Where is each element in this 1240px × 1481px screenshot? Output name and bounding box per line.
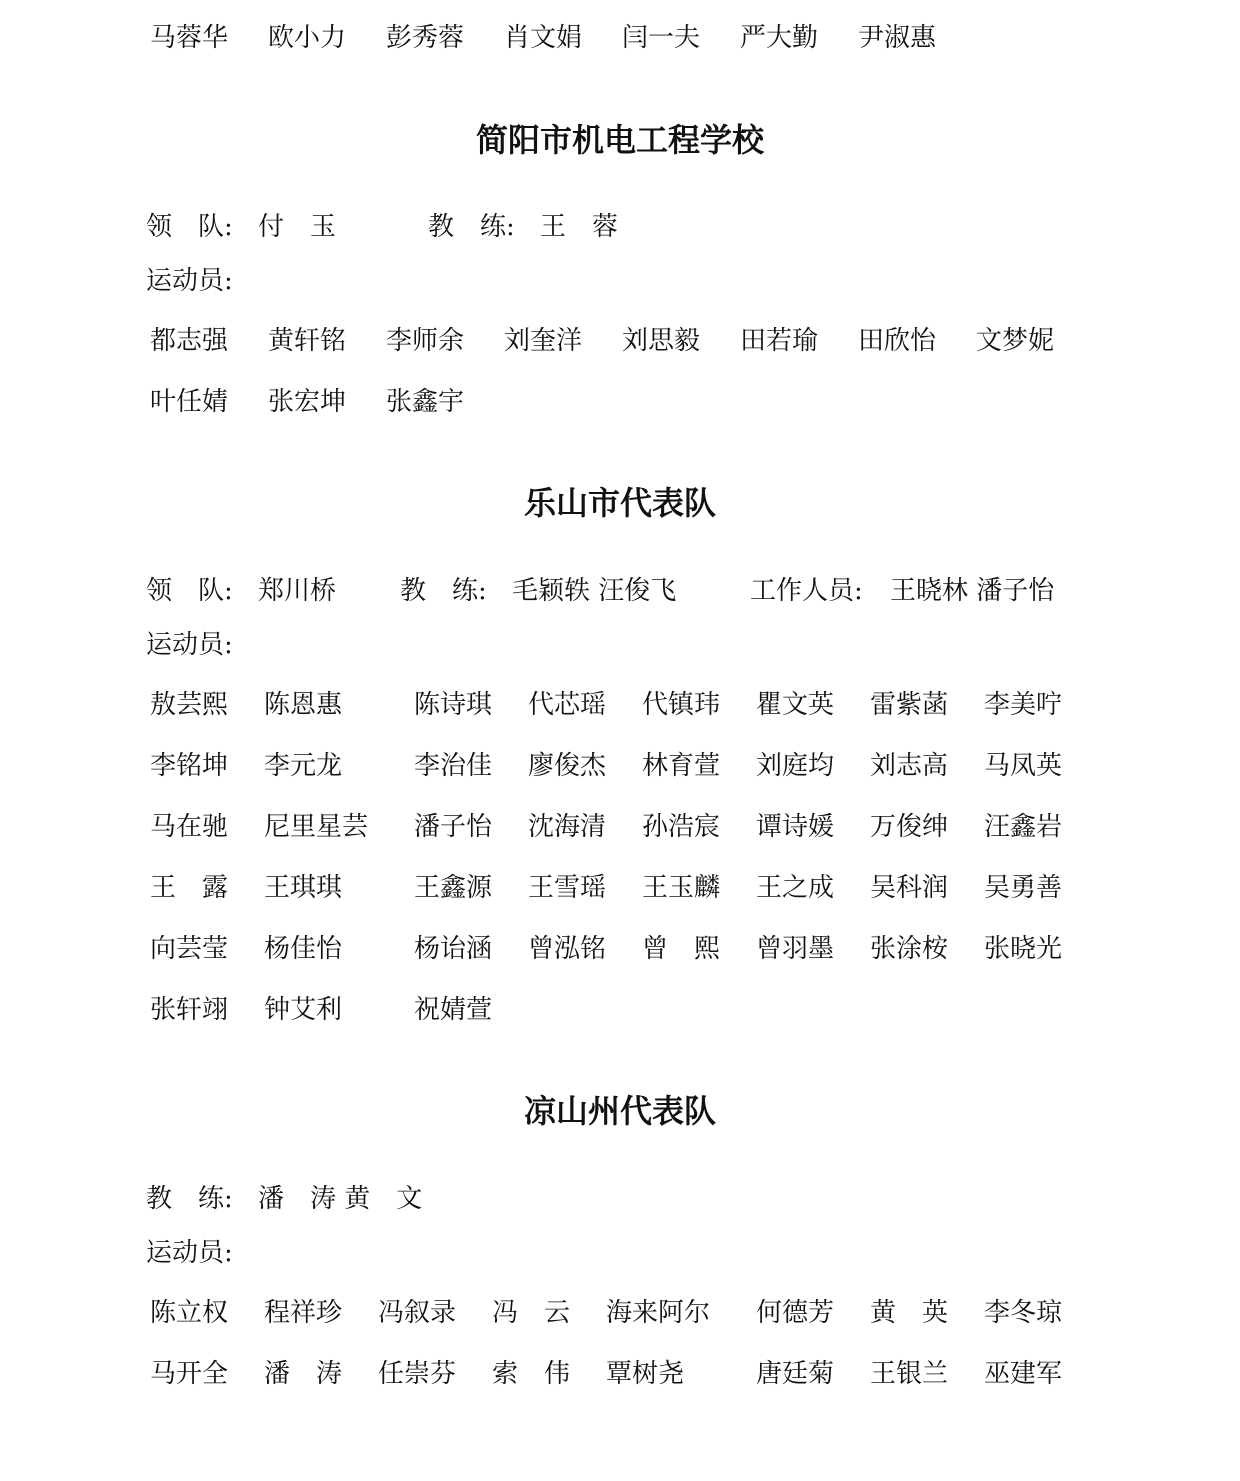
- athlete-name: 祝婧萱: [414, 995, 493, 1025]
- athlete-name: 张轩翊: [150, 995, 229, 1025]
- athlete-name: 田欣怡: [858, 326, 937, 356]
- athlete-name: 万俊绅: [870, 812, 949, 842]
- leader-label: 领 队:: [146, 212, 233, 242]
- athlete-name: 彭秀蓉: [386, 23, 465, 53]
- section-title: 凉山州代表队: [523, 1092, 716, 1130]
- athlete-name: 尹淑惠: [858, 23, 937, 53]
- athlete-name: 马开全: [150, 1359, 229, 1389]
- athlete-name: 曾泓铭: [528, 934, 607, 964]
- athlete-name: 吴科润: [870, 873, 949, 903]
- athlete-name: 王琪琪: [264, 873, 343, 903]
- athlete-name: 潘 涛: [264, 1359, 343, 1389]
- athlete-name: 向芸莹: [150, 934, 229, 964]
- athlete-name: 代镇玮: [642, 690, 721, 720]
- athlete-name: 冯叙录: [378, 1298, 457, 1328]
- coach-names: 毛颖轶 汪俊飞: [512, 576, 677, 606]
- athlete-name: 谭诗媛: [756, 812, 835, 842]
- athlete-name: 冯 云: [492, 1298, 571, 1328]
- athlete-name: 闫一夫: [622, 23, 701, 53]
- athlete-name: 雷紫菡: [870, 690, 949, 720]
- athlete-name: 尼里星芸: [264, 812, 369, 842]
- athlete-name: 陈恩惠: [264, 690, 343, 720]
- athlete-name: 覃树尧: [606, 1359, 685, 1389]
- athlete-name: 李师余: [386, 326, 465, 356]
- athlete-name: 刘庭均: [756, 751, 835, 781]
- athlete-name: 都志强: [150, 326, 229, 356]
- athlete-name: 林育萱: [642, 751, 721, 781]
- athlete-name: 马凤英: [984, 751, 1063, 781]
- athlete-name: 海来阿尔: [606, 1298, 711, 1328]
- athlete-name: 任崇芬: [378, 1359, 457, 1389]
- coach-name: 王 蓉: [540, 212, 619, 242]
- athlete-name: 刘志高: [870, 751, 949, 781]
- athlete-name: 曾羽墨: [756, 934, 835, 964]
- coach-label: 教 练:: [146, 1184, 233, 1214]
- athlete-name: 田若瑜: [740, 326, 819, 356]
- athlete-name: 索 伟: [492, 1359, 571, 1389]
- coach-label: 教 练:: [428, 212, 515, 242]
- athlete-name: 潘子怡: [414, 812, 493, 842]
- leader-label: 领 队:: [146, 576, 233, 606]
- athlete-name: 李治佳: [414, 751, 493, 781]
- leader-name: 付 玉: [258, 212, 337, 242]
- coach-label: 教 练:: [400, 576, 487, 606]
- athletes-label: 运动员:: [146, 630, 233, 660]
- athlete-name: 张鑫宇: [386, 387, 465, 417]
- athlete-name: 程祥珍: [264, 1298, 343, 1328]
- athlete-name: 何德芳: [756, 1298, 835, 1328]
- athlete-name: 黄 英: [870, 1298, 949, 1328]
- athlete-name: 文梦妮: [976, 326, 1055, 356]
- athlete-name: 张宏坤: [268, 387, 347, 417]
- athlete-name: 巫建军: [984, 1359, 1063, 1389]
- athlete-name: 敖芸熙: [150, 690, 229, 720]
- athlete-name: 钟艾利: [264, 995, 343, 1025]
- athlete-name: 叶任婧: [150, 387, 229, 417]
- athlete-name: 唐廷菊: [756, 1359, 835, 1389]
- athlete-name: 沈海清: [528, 812, 607, 842]
- athlete-name: 刘奎洋: [504, 326, 583, 356]
- athlete-name: 杨佳怡: [264, 934, 343, 964]
- coach-names: 潘 涛 黄 文: [258, 1184, 423, 1214]
- athlete-name: 杨诒涵: [414, 934, 493, 964]
- athlete-name: 瞿文英: [756, 690, 835, 720]
- athlete-name: 王之成: [756, 873, 835, 903]
- athlete-name: 刘思毅: [622, 326, 701, 356]
- athlete-name: 王玉麟: [642, 873, 721, 903]
- athlete-name: 代芯瑶: [528, 690, 607, 720]
- athlete-name: 严大勤: [740, 23, 819, 53]
- section-title: 简阳市机电工程学校: [475, 121, 764, 159]
- athletes-label: 运动员:: [146, 1238, 233, 1268]
- athlete-name: 马蓉华: [150, 23, 229, 53]
- athletes-label: 运动员:: [146, 266, 233, 296]
- athlete-name: 孙浩宸: [642, 812, 721, 842]
- staff-names: 王晓林 潘子怡: [890, 576, 1055, 606]
- athlete-name: 李铭坤: [150, 751, 229, 781]
- athlete-name: 汪鑫岩: [984, 812, 1063, 842]
- athlete-name: 廖俊杰: [528, 751, 607, 781]
- athlete-name: 马在驰: [150, 812, 229, 842]
- section-title: 乐山市代表队: [523, 484, 716, 522]
- athlete-name: 陈诗琪: [414, 690, 493, 720]
- athlete-name: 李冬琼: [984, 1298, 1063, 1328]
- athlete-name: 张涂桉: [870, 934, 949, 964]
- athlete-name: 王银兰: [870, 1359, 949, 1389]
- athlete-name: 肖文娟: [504, 23, 583, 53]
- athlete-name: 李美咛: [984, 690, 1063, 720]
- athlete-name: 吴勇善: [984, 873, 1063, 903]
- athlete-name: 王鑫源: [414, 873, 493, 903]
- staff-label: 工作人员:: [750, 576, 863, 606]
- athlete-name: 曾 熙: [642, 934, 721, 964]
- athlete-name: 黄轩铭: [268, 326, 347, 356]
- athlete-name: 欧小力: [268, 23, 347, 53]
- athlete-name: 王雪瑶: [528, 873, 607, 903]
- leader-name: 郑川桥: [258, 576, 337, 606]
- athlete-name: 张晓光: [984, 934, 1063, 964]
- athlete-name: 王 露: [150, 873, 229, 903]
- athlete-name: 李元龙: [264, 751, 343, 781]
- athlete-name: 陈立权: [150, 1298, 229, 1328]
